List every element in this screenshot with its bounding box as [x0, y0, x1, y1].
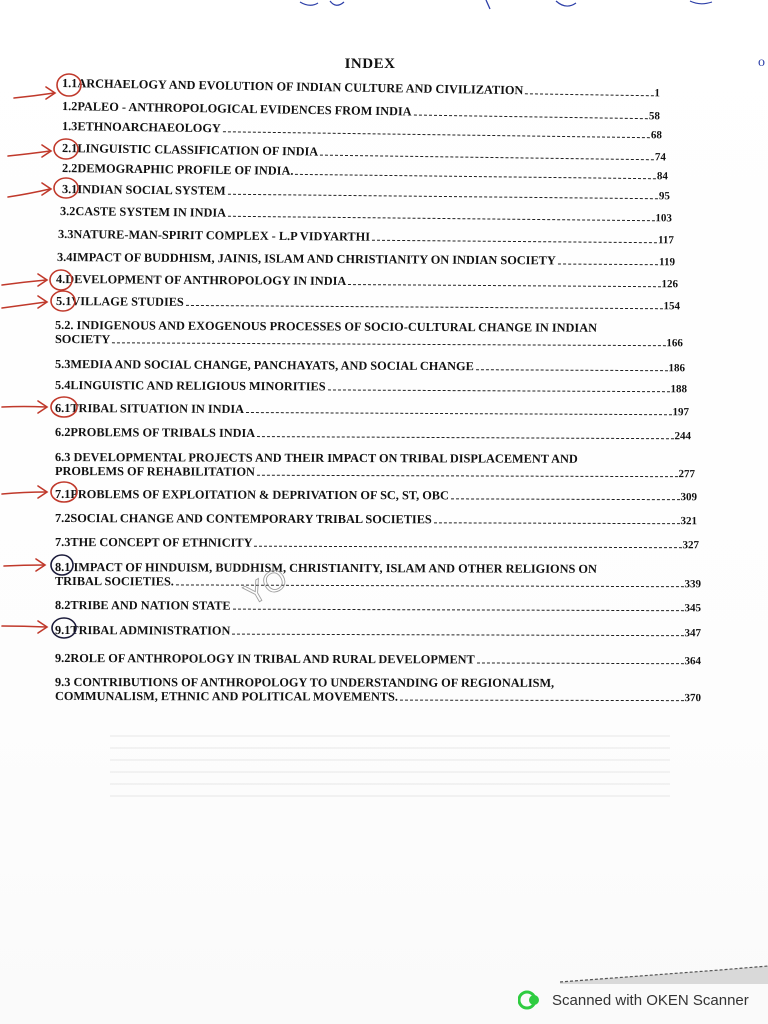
entry-title-continued: COMMUNALISM, ETHNIC AND POLITICAL MOVEMENTS.: [54, 689, 398, 704]
entry-number: 2.1: [61, 141, 78, 156]
toc-entry-4[interactable]: [56, 272, 678, 291]
entry-number: 1.1: [61, 76, 78, 91]
toc-entry-3-2[interactable]: [60, 204, 672, 225]
entry-page-number: 103: [655, 212, 673, 225]
entry-title: PROBLEMS OF EXPLOITATION & DEPRIVATION OF SC, ST, OBC: [70, 487, 449, 503]
entry-number: 6.3: [55, 450, 71, 465]
entry-title: DEMOGRAPHIC PROFILE OF INDIA.: [77, 161, 294, 178]
entry-page-number: 1: [654, 87, 661, 100]
toc-entry-6-2[interactable]: [55, 425, 691, 443]
toc-entry-6-3[interactable]: [55, 450, 695, 481]
entry-title: DEVELOPMENT OF ANTHROPOLOGY IN INDIA: [65, 272, 347, 289]
entry-title: CASTE SYSTEM IN INDIA: [75, 204, 227, 220]
entry-number: 7.2: [54, 511, 71, 526]
entry-title: PROBLEMS OF TRIBALS INDIA: [70, 425, 256, 441]
dot-leader: [257, 436, 673, 439]
entry-title: ROLE OF ANTHROPOLOGY IN TRIBAL AND RURAL DEVELOPMENT: [70, 651, 475, 667]
entry-title-continued: TRIBAL SOCIETIES.: [54, 574, 174, 589]
entry-number: 8.1: [55, 560, 71, 575]
dot-leader: [295, 174, 656, 179]
entry-page-number: 321: [680, 515, 698, 528]
toc-entry-2-2[interactable]: [62, 161, 668, 183]
entry-page-number: 154: [663, 300, 681, 313]
dot-leader: [233, 609, 684, 612]
entry-page-number: 327: [682, 539, 700, 552]
dot-leader: [228, 216, 654, 221]
entry-page-number: 95: [658, 190, 671, 203]
dot-leader: [257, 475, 678, 477]
entry-title: TRIBAL ADMINISTRATION: [70, 623, 231, 638]
entry-number: 3.3: [57, 227, 74, 242]
toc-entry-5-2[interactable]: [55, 318, 683, 350]
entry-number: 3.4: [56, 250, 73, 265]
entry-number: 1.2: [61, 99, 78, 114]
entry-page-number: 370: [684, 692, 701, 705]
dot-leader: [176, 584, 684, 587]
dot-leader: [525, 93, 653, 96]
entry-title: NATURE-MAN-SPIRIT COMPLEX - L.P VIDYARTHI: [73, 227, 371, 244]
dot-leader: [186, 305, 663, 309]
handwritten-watermark: YO: [239, 561, 294, 613]
entry-page-number: 126: [661, 278, 679, 291]
entry-page-number: 345: [684, 602, 702, 615]
entry-title: INDIGENOUS AND EXOGENOUS PROCESSES OF SOCIO-CULTURAL CHANGE IN INDIAN: [76, 318, 598, 335]
entry-number: 7.1: [54, 487, 71, 502]
entry-number: 5.1: [55, 294, 72, 309]
dot-leader: [348, 284, 660, 287]
dot-leader: [328, 389, 670, 392]
toc-entry-8-2[interactable]: [55, 598, 701, 615]
entry-number: 4.: [55, 272, 66, 287]
dot-leader: [320, 155, 654, 161]
entry-page-number: 117: [658, 234, 675, 247]
dot-leader: [223, 131, 650, 138]
entry-number: 5.2.: [55, 318, 74, 333]
entry-page-number: 166: [666, 337, 683, 350]
entry-title: CONTRIBUTIONS OF ANTHROPOLOGY TO UNDERSTANDING OF REGIONALISM,: [73, 675, 555, 690]
entry-page-number: 277: [678, 468, 695, 481]
entry-number: 5.3: [54, 357, 71, 372]
entry-page-number: 339: [684, 578, 701, 591]
dot-leader: [228, 194, 658, 200]
entry-page-number: 244: [674, 430, 692, 443]
entry-title-continued: SOCIETY: [54, 332, 111, 347]
toc-entry-3-4[interactable]: [57, 250, 675, 269]
entry-number: 5.4: [54, 378, 71, 393]
toc-entry-9-2[interactable]: [55, 651, 701, 668]
toc-entry-7-1[interactable]: [55, 487, 697, 504]
entry-page-number: 309: [680, 491, 698, 504]
toc-entry-7-3[interactable]: [55, 535, 699, 552]
entry-page-number: 58: [648, 110, 661, 123]
entry-page-number: 74: [654, 151, 667, 164]
entry-title: SOCIAL CHANGE AND CONTEMPORARY TRIBAL SOCIETIES: [70, 511, 432, 527]
dot-leader: [477, 662, 684, 664]
entry-number: 9.1: [54, 623, 71, 638]
toc-entry-3-1[interactable]: [62, 182, 670, 203]
toc-entry-3-3[interactable]: [58, 227, 674, 247]
entry-number: 6.1: [54, 401, 71, 416]
entry-page-number: 119: [659, 256, 676, 269]
entry-page-number: 347: [684, 627, 702, 640]
entry-title: DEVELOPMENTAL PROJECTS AND THEIR IMPACT ON TRIBAL DISPLACEMENT AND: [73, 450, 578, 466]
dot-leader: [451, 498, 680, 500]
entry-page-number: 84: [656, 170, 669, 183]
entry-page-number: 68: [650, 129, 663, 142]
entry-title: MEDIA AND SOCIAL CHANGE, PANCHAYATS, AND SOCIAL CHANGE: [70, 357, 474, 374]
entry-title: LINGUISTIC AND RELIGIOUS MINORITIES: [70, 378, 326, 394]
entry-title: IMPACT OF HINDUISM, BUDDHISM, CHRISTIANITY, ISLAM AND OTHER RELIGIONS ON: [73, 560, 597, 576]
entry-number: 8.2: [54, 598, 71, 613]
entry-number: 3.2: [59, 204, 76, 219]
entry-number: 1.3: [61, 119, 78, 134]
toc-entry-7-2[interactable]: [55, 511, 697, 528]
entry-title: VILLAGE STUDIES: [71, 294, 184, 309]
dot-leader: [413, 115, 647, 120]
dot-leader: [400, 700, 684, 701]
entry-title: TRIBAL SITUATION IN INDIA: [70, 401, 245, 416]
entry-title: ARCHAELOGY AND EVOLUTION OF INDIAN CULTURE AND CIVILIZATION: [77, 76, 524, 98]
entry-title: INDIAN SOCIAL SYSTEM: [77, 182, 226, 198]
bleed-through-text: [110, 735, 670, 805]
toc-entry-9-1[interactable]: [55, 623, 701, 640]
dot-leader: [112, 342, 665, 346]
entry-number: 9.3: [55, 675, 71, 690]
entry-number: 2.2: [61, 161, 78, 176]
entry-title: PALEO - ANTHROPOLOGICAL EVIDENCES FROM INDIA: [77, 99, 412, 119]
toc-entry-1-1[interactable]: [62, 76, 660, 100]
toc-entry-6-1[interactable]: [55, 401, 689, 419]
entry-title-continued: PROBLEMS OF REHABILITATION: [54, 464, 255, 479]
dot-leader: [434, 522, 680, 524]
torn-edge-shadow: [560, 962, 768, 984]
entry-page-number: 186: [668, 362, 686, 375]
dot-leader: [558, 263, 658, 265]
entry-number: 3.1: [61, 182, 78, 197]
entry-number: 9.2: [54, 651, 71, 666]
entry-title: IMPACT OF BUDDHISM, JAINIS, ISLAM AND CHRISTIANITY ON INDIAN SOCIETY: [72, 250, 556, 268]
entry-page-number: 188: [670, 383, 688, 396]
toc-entry-5-4[interactable]: [55, 378, 687, 396]
entry-page-number: 364: [684, 655, 702, 668]
toc-entry-2-1[interactable]: [62, 141, 666, 164]
toc-entry-1-3[interactable]: [62, 119, 662, 142]
entry-title: LINGUISTIC CLASSIFICATION OF INDIA: [77, 141, 319, 159]
dot-leader: [246, 412, 671, 415]
entry-title: TRIBE AND NATION STATE: [70, 598, 231, 613]
toc-entry-5-1[interactable]: [56, 294, 680, 313]
toc-entry-8-1[interactable]: [55, 560, 701, 591]
dot-leader: [372, 240, 657, 243]
index-title: INDEX: [344, 56, 396, 72]
toc-entry-5-3[interactable]: [55, 357, 685, 375]
toc-entry-9-3[interactable]: [55, 675, 701, 705]
entry-title: THE CONCEPT OF ETHNICITY: [70, 535, 253, 550]
scanner-label: Scanned with OKEN Scanner: [552, 991, 749, 1009]
entry-number: 6.2: [54, 425, 71, 440]
entry-number: 7.3: [54, 535, 71, 550]
scanner-watermark: [518, 990, 749, 1010]
margin-note: o: [758, 55, 765, 70]
entry-title: ETHNOARCHAEOLOGY: [77, 119, 221, 136]
entry-page-number: 197: [672, 406, 690, 419]
dot-leader: [476, 369, 668, 371]
dot-leader: [254, 546, 681, 548]
dot-leader: [232, 634, 683, 637]
oken-scanner-logo-icon: [518, 990, 542, 1010]
